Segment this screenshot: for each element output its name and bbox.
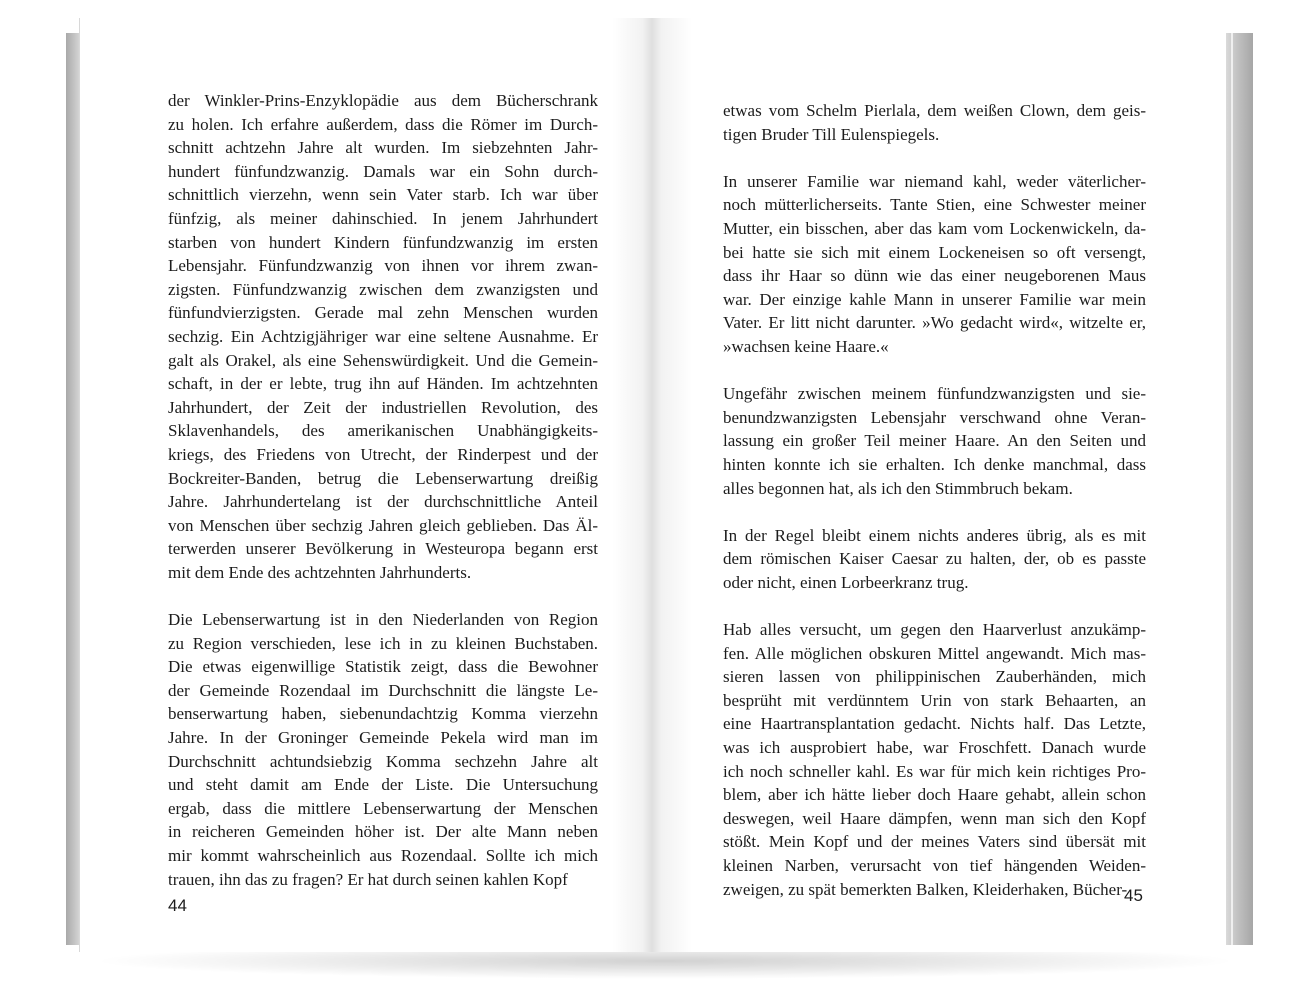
- text-line: ergab, dass die mittlere Lebenserwartung der Menschen: [168, 798, 598, 818]
- text-line: der Gemeinde Rozendaal im Durchschnitt die längste Le-: [168, 680, 598, 700]
- text-line: In unserer Familie war niemand kahl, weder väterlicher-: [723, 171, 1146, 191]
- text-line: stößt. Mein Kopf und der meines Vaters sind übersät mit: [723, 832, 1146, 852]
- text-line: zigsten. Fünfundzwanzig zwischen dem zwanzigsten und: [168, 279, 598, 299]
- right-page-text: [723, 99, 1146, 901]
- text-line: kleinen Narben, verursacht von tief hängenden Weiden-: [723, 856, 1146, 875]
- text-line: blem, aber ich hätte lieber doch Haare gehabt, allein schon: [723, 785, 1146, 805]
- text-line: kriegs, des Friedens von Utrecht, der Rinderpest und der: [168, 444, 598, 464]
- text-line: Lebensjahr. Fünfundzwanzig von ihnen vor ihrem zwan-: [168, 256, 598, 276]
- text-line: In der Regel bleibt einem nichts anderes übrig, als es mit: [723, 525, 1146, 545]
- text-line: terwerden unserer Bevölkerung in Westeuropa begann erst: [168, 539, 598, 559]
- text-line: was ich ausprobiert habe, war Froschfett. Danach wurde: [723, 738, 1146, 758]
- text-line: und steht damit am Ende der Liste. Die Untersuchung: [168, 775, 598, 795]
- text-line: Bockreiter-Banden, betrug die Lebenserwartung dreißig: [168, 468, 598, 488]
- text-line: zu Region verschieden, lese ich in zu kleinen Buchstaben.: [168, 633, 598, 653]
- paragraph: [723, 524, 1146, 595]
- text-line: Die etwas eigenwillige Statistik zeigt, dass die Bewohner: [168, 657, 598, 677]
- paragraph: [723, 382, 1146, 500]
- paragraph: [168, 89, 598, 584]
- text-line: lassung ein großer Teil meiner Haare. An den Seiten und: [723, 431, 1146, 451]
- text-line: zu holen. Ich erfahre außerdem, dass die Römer im Durch-: [168, 114, 598, 134]
- text-line: Hab alles versucht, um gegen den Haarverlust anzukämp-: [723, 620, 1146, 640]
- text-line: deswegen, weil Haare dämpfen, wenn man sich den Kopf: [723, 808, 1146, 828]
- text-line: hinten konnte ich sie erhalten. Ich denke manchmal, dass: [723, 454, 1146, 474]
- paragraph-gap: [723, 359, 1146, 383]
- paragraph: [168, 608, 598, 891]
- text-line: schnitt achtzehn Jahre alt wurden. Im siebzehnten Jahr-: [168, 138, 598, 158]
- text-line: starben von hundert Kindern fünfundzwanzig im ersten: [168, 232, 598, 252]
- text-line: bei hatte sie sich mit einem Lockeneisen so oft versengt,: [723, 242, 1146, 262]
- text-line: hundert fünfundzwanzig. Damals war ein Sohn durch-: [168, 161, 598, 181]
- book-gutter: [612, 18, 692, 952]
- text-line: sieren lassen von philippinischen Zauberhänden, mich: [723, 667, 1146, 687]
- text-line: dass ihr Haar so dünn wie das einer neugeborenen Maus: [723, 266, 1146, 286]
- text-line: der Winkler-Prins-Enzyklopädie aus dem Bücherschrank: [168, 91, 598, 110]
- text-line: benundzwanzigsten Lebensjahr verschwand ohne Veran-: [723, 407, 1146, 427]
- text-line: fünfundvierzigsten. Gerade mal zehn Menschen wurden: [168, 303, 598, 323]
- right-page-edges: [1225, 33, 1253, 945]
- text-line: Die Lebenserwartung ist in den Niederlanden von Region: [168, 610, 598, 630]
- paragraph: [723, 99, 1146, 146]
- text-line: fünfzig, als meiner dahinschied. In jenem Jahrhundert: [168, 208, 598, 228]
- text-line: mit dem Ende des achtzehnten Jahrhunderts.: [168, 562, 472, 582]
- text-line: zweigen, zu spät bemerkten Balken, Kleiderhaken, Bücher-: [723, 879, 1128, 899]
- text-line: Ungefähr zwischen meinem fünfundzwanzigsten und sie-: [723, 384, 1146, 404]
- text-line: galt als Orakel, als eine Sehenswürdigkeit. Und die Gemein-: [168, 350, 598, 370]
- text-line: alles begonnen hat, als ich den Stimmbruch bekam.: [723, 478, 1073, 498]
- text-line: tigen Bruder Till Eulenspiegels.: [723, 124, 940, 144]
- right-page-number: 45: [1124, 886, 1143, 905]
- left-page-number: 44: [168, 896, 187, 915]
- text-line: schnittlich vierzehn, wenn sein Vater starb. Ich war über: [168, 185, 598, 205]
- text-line: besprüht mit verdünntem Urin von stark Behaarten, an: [723, 690, 1146, 710]
- text-line: noch mütterlicherseits. Tante Stien, eine Schwester meiner: [723, 195, 1146, 215]
- text-line: sechzig. Ein Achtzigjähriger war eine seltene Ausnahme. Er: [168, 326, 598, 346]
- text-line: eine Haartransplantation gedacht. Nichts half. Das Letzte,: [723, 714, 1146, 734]
- text-line: fen. Alle möglichen obskuren Mittel angewandt. Mich mas-: [723, 643, 1146, 663]
- text-line: von Menschen über sechzig Jahren gleich geblieben. Das Äl-: [168, 515, 598, 535]
- paragraph-gap: [723, 594, 1146, 618]
- text-line: Jahrhundert, der Zeit der industriellen Revolution, des: [168, 397, 598, 417]
- text-line: etwas vom Schelm Pierlala, dem weißen Clown, dem geis-: [723, 101, 1146, 120]
- paragraph: [723, 170, 1146, 359]
- left-page-text: [168, 89, 598, 891]
- text-line: dem römischen Kaiser Caesar zu halten, der, ob es passte: [723, 549, 1146, 569]
- text-line: Jahre. Jahrhundertelang ist der durchschnittliche Anteil: [168, 492, 598, 512]
- text-line: benserwartung haben, siebenundachtzig Komma vierzehn: [168, 704, 598, 724]
- paragraph-gap: [723, 146, 1146, 170]
- text-line: Mutter, ein bisschen, aber das kam vom Lockenwickeln, da-: [723, 218, 1146, 238]
- paragraph-gap: [723, 500, 1146, 524]
- paragraph: [723, 618, 1146, 901]
- text-line: oder nicht, einen Lorbeerkranz trug.: [723, 572, 969, 592]
- text-line: Jahre. In der Groninger Gemeinde Pekela wird man im: [168, 728, 598, 748]
- text-line: in reicheren Gemeinden höher ist. Der alte Mann neben: [168, 822, 598, 842]
- text-line: war. Der einzige kahle Mann in unserer Familie war mein: [723, 289, 1146, 309]
- text-line: schaft, in der er lebte, trug ihn auf Händen. Im achtzehnten: [168, 374, 598, 394]
- paragraph-gap: [168, 584, 598, 608]
- text-line: Sklavenhandels, des amerikanischen Unabhängigkeits-: [168, 421, 598, 441]
- text-line: trauen, ihn das zu fragen? Er hat durch seinen kahlen Kopf: [168, 869, 568, 889]
- text-line: mir kommt wahrscheinlich aus Rozendaal. Sollte ich mich: [168, 846, 598, 865]
- text-line: Durchschnitt achtundsiebzig Komma sechzehn Jahre alt: [168, 751, 598, 771]
- text-line: Vater. Er litt nicht darunter. »Wo gedacht wird«, witzelte er,: [723, 313, 1146, 333]
- text-line: »wachsen keine Haare.«: [723, 336, 889, 356]
- text-line: ich noch schneller kahl. Es war für mich kein richtiges Pro-: [723, 761, 1146, 781]
